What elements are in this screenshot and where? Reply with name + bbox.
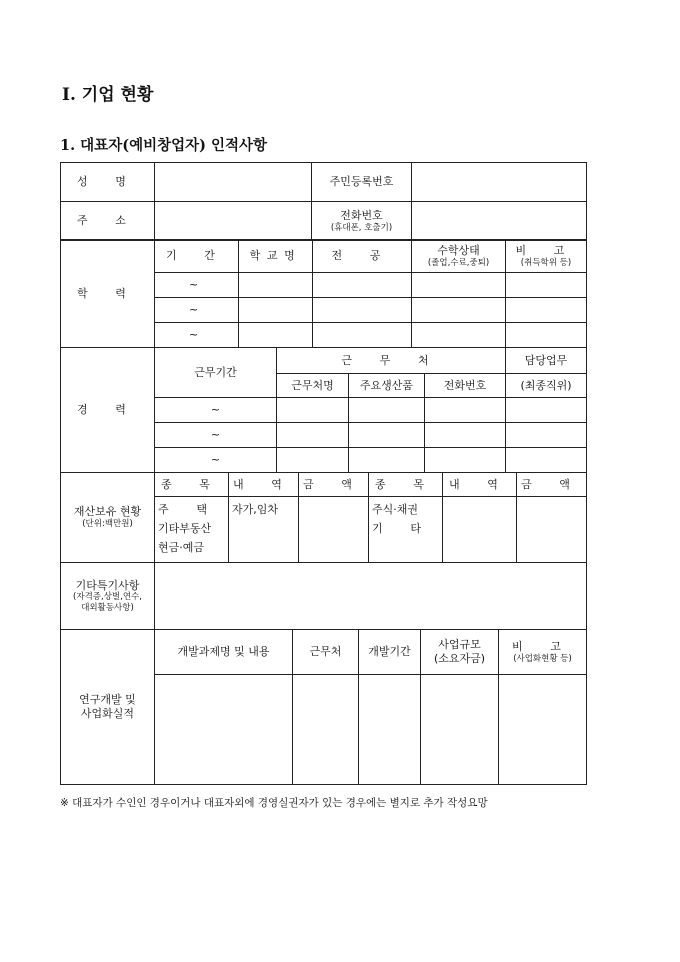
edu-remarks-sub: (취득학위 등) [520,257,572,268]
assets-label-sub: (단위:백만원) [82,519,133,530]
career-phone-1[interactable] [425,398,506,423]
rnd-scale-sub: (소요자금) [433,652,486,665]
edu-major-header: 전 공 [313,240,412,273]
special-label [61,563,155,630]
career-name-2[interactable] [277,423,349,448]
career-phone-header: 전화번호 [425,374,506,398]
education-table [60,239,586,348]
rnd-workplace-value[interactable] [293,675,359,785]
special-value[interactable] [155,563,587,630]
edu-status-1[interactable] [412,273,506,298]
edu-period-2[interactable]: ~ [155,298,239,323]
assets-header-detail-2: 내 역 [443,473,517,497]
rnd-workplace-header: 근무처 [293,630,359,675]
section-title: Ⅰ. 기업 현황 [62,85,154,105]
edu-remarks-1[interactable] [506,273,587,298]
career-duty-header: 담당업무 [506,348,587,374]
rnd-scale-text: 사업규모 [438,638,481,652]
career-period-2[interactable]: ~ [155,423,277,448]
phone-label-sub: (휴대폰, 호출기) [330,222,393,233]
career-product-2[interactable] [349,423,425,448]
edu-school-1[interactable] [239,273,313,298]
assets-amount-left[interactable] [299,497,369,563]
rrn-label: 주민등록번호 [312,163,412,202]
rnd-table [60,629,586,785]
assets-right-items [369,497,443,563]
special-label-sub1: (자격증,상벌,연수, [73,592,142,603]
assets-left-items [155,497,229,563]
career-period-1[interactable]: ~ [155,398,277,423]
edu-school-3[interactable] [239,323,313,348]
career-product-header: 주요생산품 [349,374,425,398]
rnd-remarks-sub: (사업화현황 등) [513,653,572,664]
asset-detail-house: 자가,임차 [232,503,279,516]
special-label-sub2: 대외활동사항) [81,602,134,613]
rnd-label-line2: 사업화실적 [80,707,135,720]
edu-school-header: 학교명 [239,240,313,273]
assets-header-amount-2: 금 액 [517,473,587,497]
assets-header-amount-1: 금 액 [299,473,369,497]
edu-status-3[interactable] [412,323,506,348]
assets-detail-right[interactable] [443,497,517,563]
assets-label-text: 재산보유 현황 [73,505,142,519]
special-label-text: 기타특기사항 [75,578,140,592]
career-name-1[interactable] [277,398,349,423]
edu-status-header [412,240,506,273]
career-duty-1[interactable] [506,398,587,423]
career-duty-3[interactable] [506,448,587,473]
rnd-scale-header [421,630,499,675]
edu-major-1[interactable] [313,273,412,298]
special-table [60,562,586,630]
edu-period-1[interactable]: ~ [155,273,239,298]
footnote: ※ 대표자가 수인인 경우이거나 대표자외에 경영실권자가 있는 경우에는 별지로 추가 작성요망 [60,797,488,809]
assets-header-detail-1: 내 역 [229,473,299,497]
edu-remarks-2[interactable] [506,298,587,323]
career-period-3[interactable]: ~ [155,448,277,473]
subsection-title: 1. 대표자(예비창업자) 인적사항 [60,137,268,154]
edu-status-text: 수학상태 [437,243,480,257]
edu-period-3[interactable]: ~ [155,323,239,348]
assets-header-item-2: 종 목 [369,473,443,497]
assets-detail-cell[interactable] [229,497,299,563]
name-label: 성 명 [61,163,155,202]
career-phone-3[interactable] [425,448,506,473]
education-label: 학 력 [61,240,155,348]
asset-item-stock: 주식·채권 [372,503,419,516]
rnd-label-line1: 연구개발 및 [79,693,136,707]
career-label: 경 력 [61,348,155,473]
rnd-task-header: 개발과제명 및 내용 [155,630,293,675]
edu-status-sub: (졸업,수료,중퇴) [427,257,490,268]
basic-info-table [60,162,586,241]
phone-value[interactable] [412,202,587,241]
asset-item-cash: 현금·예금 [158,541,205,554]
assets-header-item-1: 종 목 [155,473,229,497]
address-label: 주 소 [61,202,155,241]
career-duty-sub: (최종직위) [506,374,587,398]
rnd-period-header: 개발기간 [359,630,421,675]
rnd-remarks-text: 비 고 [511,639,574,653]
rnd-remarks-value[interactable] [499,675,587,785]
assets-table [60,472,586,563]
rnd-task-value[interactable] [155,675,293,785]
career-phone-2[interactable] [425,423,506,448]
phone-label-text: 전화번호 [340,208,383,222]
name-value[interactable] [155,163,312,202]
edu-major-2[interactable] [313,298,412,323]
asset-item-realestate: 기타부동산 [158,522,212,535]
rnd-scale-value[interactable] [421,675,499,785]
career-table [60,347,586,473]
career-workplace-header: 근 무 처 [277,348,506,374]
edu-remarks-text: 비 고 [515,243,577,257]
assets-label [61,473,155,563]
edu-period-header: 기 간 [155,240,239,273]
career-period-header: 근무기간 [155,348,277,398]
assets-amount-right[interactable] [517,497,587,563]
career-workplace-name-header: 근무처명 [277,374,349,398]
asset-item-house: 주 택 [158,503,220,516]
rnd-period-value[interactable] [359,675,421,785]
edu-status-2[interactable] [412,298,506,323]
phone-label [312,202,412,241]
career-product-1[interactable] [349,398,425,423]
edu-major-3[interactable] [313,323,412,348]
asset-item-other: 기 타 [372,522,434,535]
rnd-remarks-header [499,630,587,675]
career-product-3[interactable] [349,448,425,473]
address-value[interactable] [155,202,312,241]
career-duty-2[interactable] [506,423,587,448]
rnd-label [61,630,155,785]
rrn-value[interactable] [412,163,587,202]
edu-remarks-3[interactable] [506,323,587,348]
edu-school-2[interactable] [239,298,313,323]
edu-remarks-header [506,240,587,273]
career-name-3[interactable] [277,448,349,473]
